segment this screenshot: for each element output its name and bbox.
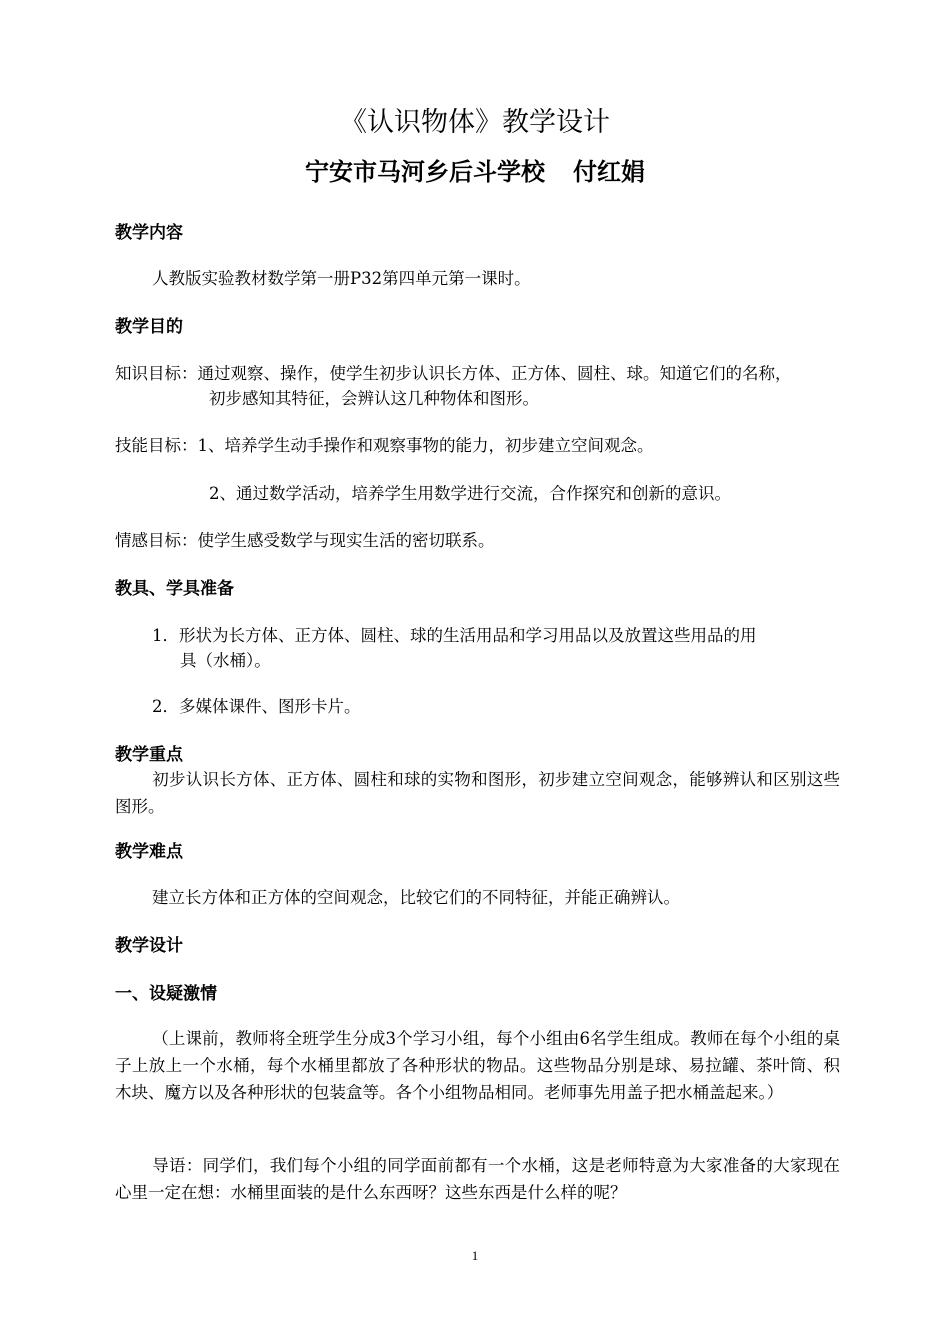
part1-intro-body: 导语：同学们，我们每个小组的同学面前都有一个水桶，这是老师特意为大家准备的大家现在心里一定在想：水桶里面装的是什么东西呀？这些东西是什么样的呢？ (115, 1156, 840, 1202)
heading-teaching-goals: 教学目的 (115, 317, 183, 337)
skill-goal-line1: 技能目标：1、培养学生动手操作和观察事物的能力，初步建立空间观念。 (115, 436, 654, 455)
key-points-text (115, 766, 840, 820)
knowledge-goal-line2: 初步感知其特征，会辨认这几种物体和图形。 (209, 389, 539, 408)
author-school: 宁安市马河乡后斗学校 (305, 158, 545, 186)
author-name: 付红娟 (573, 158, 645, 186)
heading-difficulty: 教学难点 (115, 842, 183, 862)
heading-key-points: 教学重点 (115, 745, 183, 765)
knowledge-goal-line1: 知识目标：通过观察、操作，使学生初步认识长方体、正方体、圆柱、球。知道它们的名称， (115, 364, 792, 383)
teaching-content-text: 人教版实验教材数学第一册P32第四单元第一课时。 (152, 269, 531, 288)
document-subtitle (0, 154, 950, 190)
tools-item1-line2: 具（水桶）。 (180, 651, 271, 670)
tools-item2: 2．多媒体课件、图形卡片。 (152, 697, 361, 716)
part1-note-body: （上课前，教师将全班学生分成3个学习小组，每个小组由6名学生组成。教师在每个小组的桌子上放上一个水桶，每个水桶里都放了各种形状的物品。这些物品分别是球、易拉罐、茶叶筒、积木块、魔方以及各种形状的包装盒等。各个小组物品相同。老师事先用盖子把水桶盖起来。） (115, 1029, 840, 1102)
emotion-goal: 情感目标：使学生感受数学与现实生活的密切联系。 (115, 531, 495, 550)
key-points-body: 初步认识长方体、正方体、圆柱和球的实物和图形，初步建立空间观念，能够辨认和区别这些图形。 (115, 770, 840, 816)
part1-note (115, 1025, 840, 1106)
skill-goal-line2: 2、通过数学活动，培养学生用数学进行交流，合作探究和创新的意识。 (209, 484, 731, 503)
heading-teaching-design: 教学设计 (115, 936, 183, 956)
tools-item1-line1: 1．形状为长方体、正方体、圆柱、球的生活用品和学习用品以及放置这些用品的用 (152, 626, 757, 645)
heading-tools: 教具、学具准备 (115, 579, 234, 599)
document-title: 《认识物体》教学设计 (340, 107, 610, 138)
heading-part1: 一、设疑激情 (115, 984, 217, 1004)
part1-intro (115, 1152, 840, 1206)
heading-teaching-content: 教学内容 (115, 223, 183, 243)
difficulty-text: 建立长方体和正方体的空间观念，比较它们的不同特征，并能正确辨认。 (152, 888, 680, 907)
page-number: 1 (471, 1248, 479, 1263)
